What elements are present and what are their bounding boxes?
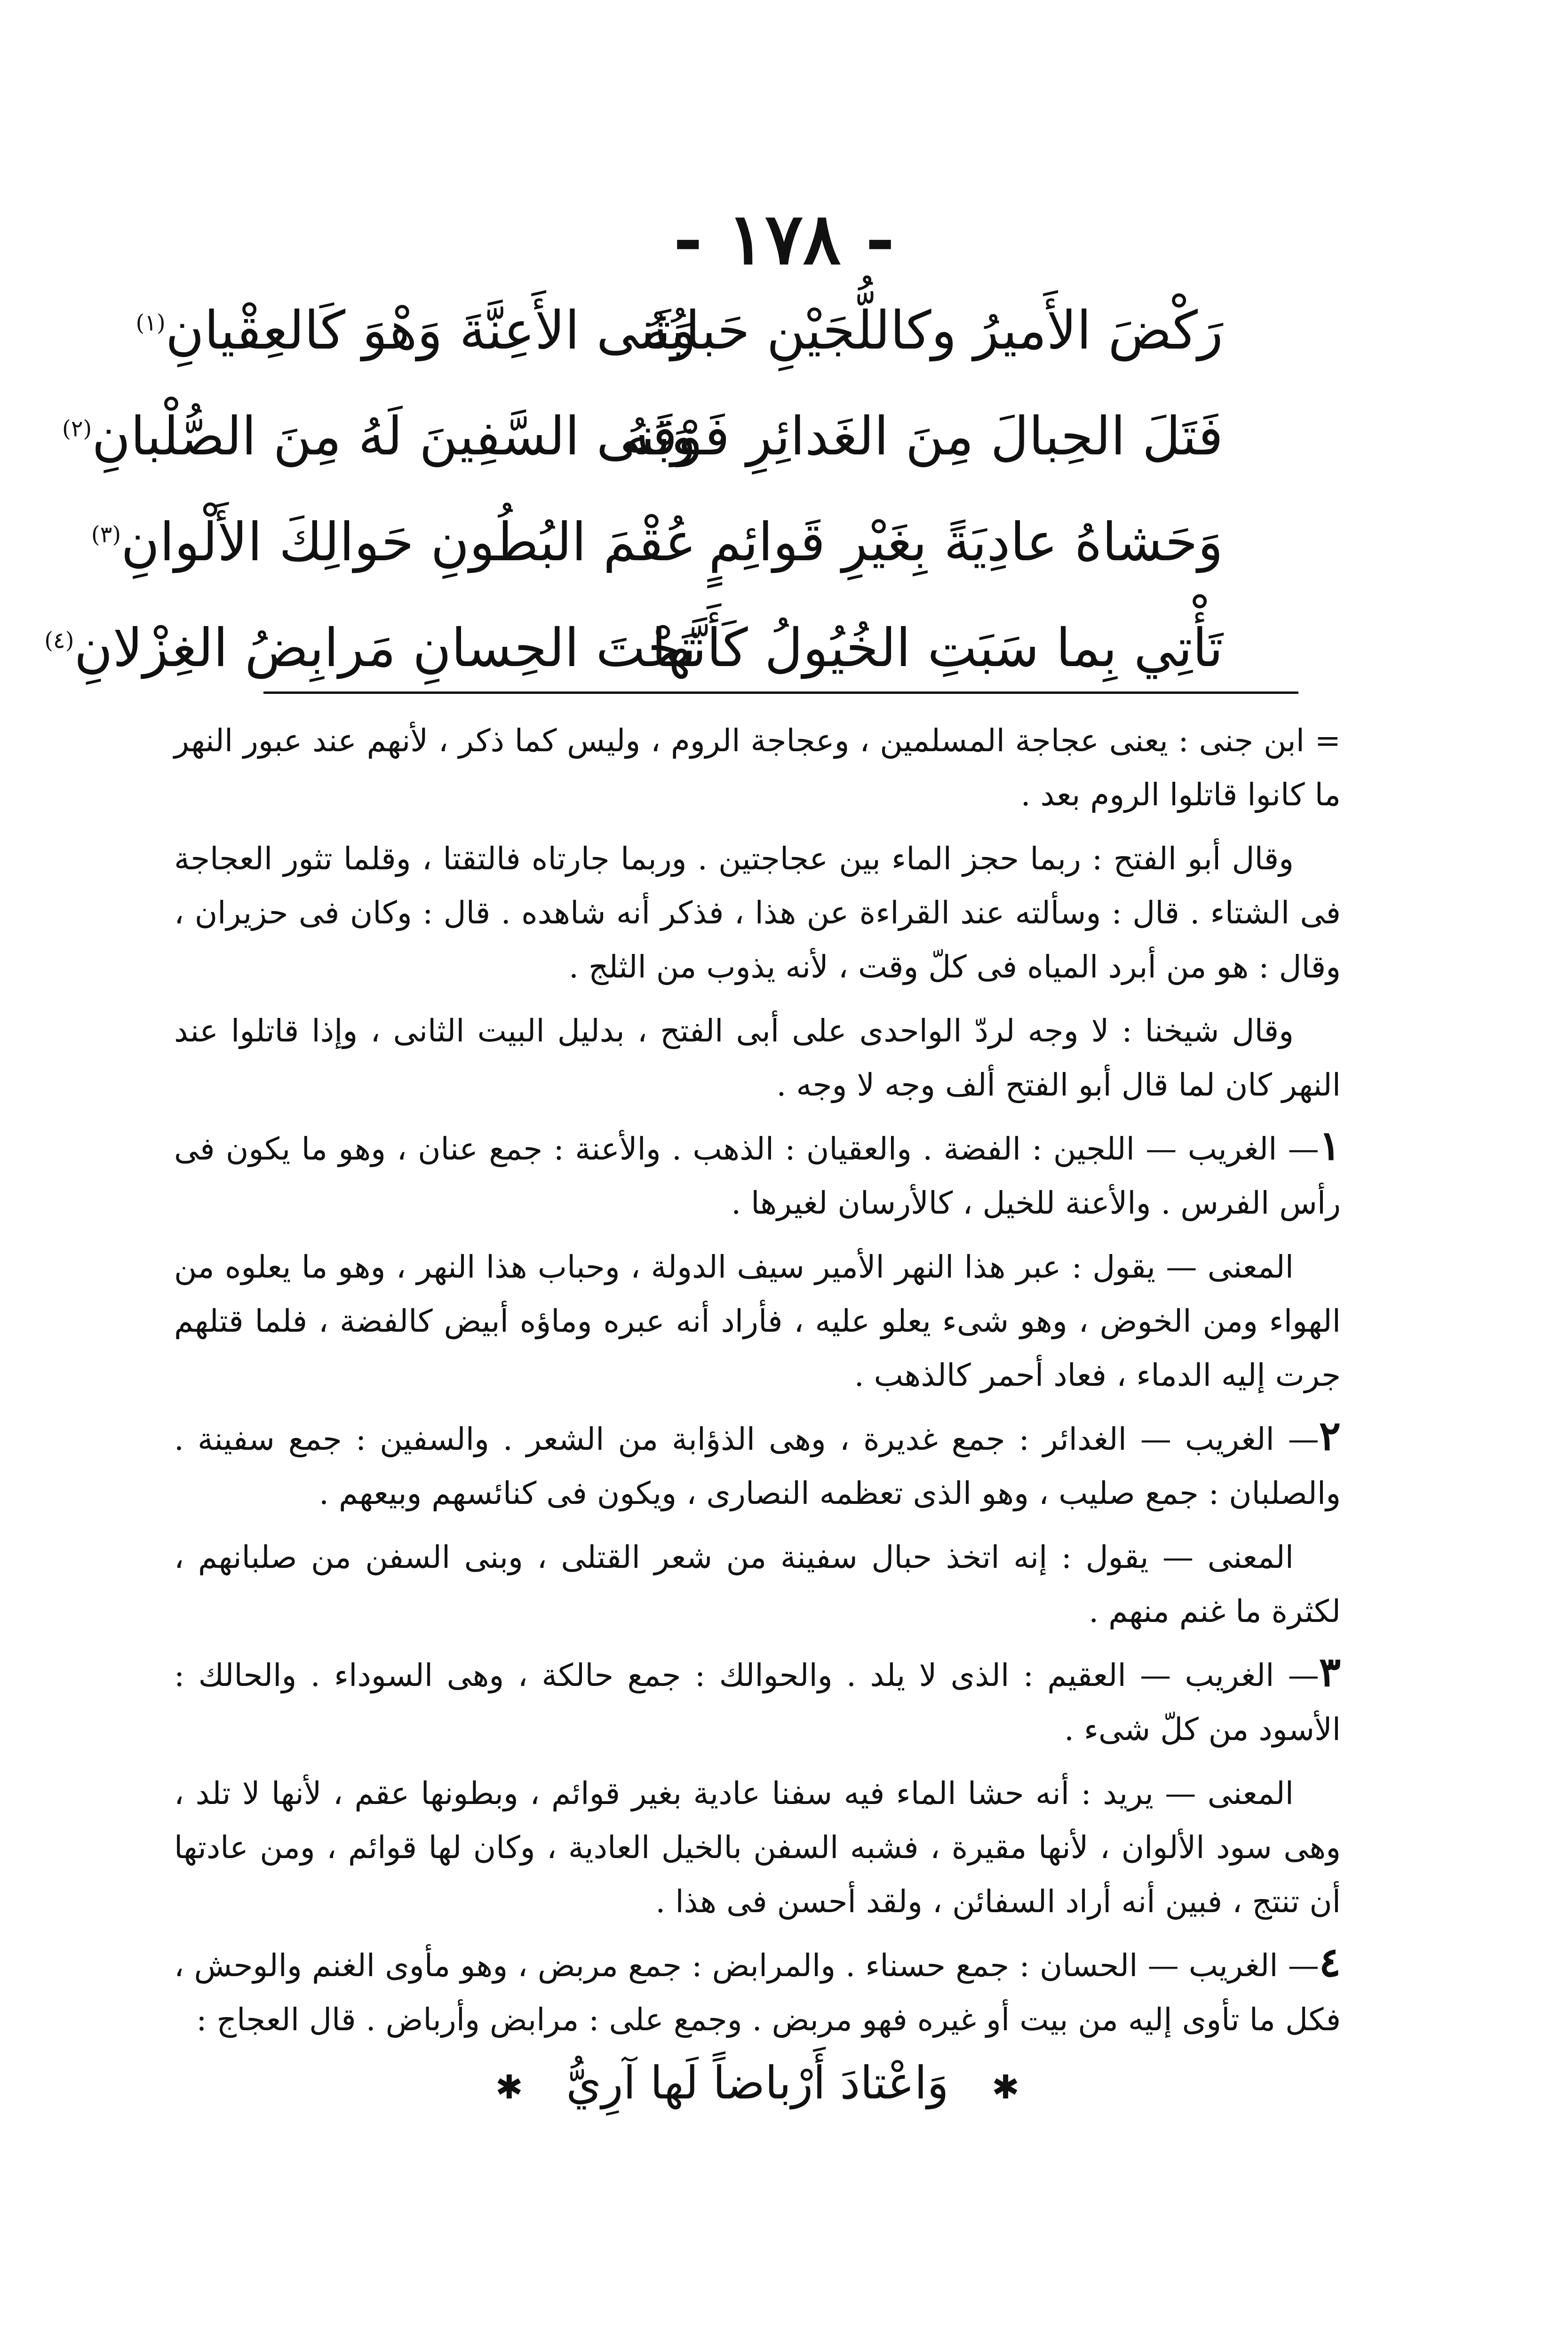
verse-text: وَثَنى الأَعِنَّةَ وَهْوَ كَالعِقْيانِ xyxy=(165,300,696,361)
commentary-paragraph xyxy=(174,1119,1341,1230)
page-number: - ١٧٨ - xyxy=(673,198,895,280)
verse-text: فَتَلَ الحِبالَ مِنَ الغَدائِرِ فَوْقَهُ xyxy=(624,405,1223,467)
verse-second-hemistich xyxy=(62,405,696,467)
verse-text: تَحْتَ الحِسانِ مَرابِضُ الغِزْلانِ xyxy=(74,617,696,679)
footnote-marker: (٢) xyxy=(62,415,92,442)
paragraph-text: — الغريب — اللجين : الفضة . والعقيان : الذهب . والأعنة : جمع عنان ، وهو ما يكون فى رأس الفرس . والأعنة للخيل ، كالأرسان لغيرها . xyxy=(174,1131,1341,1221)
commentary xyxy=(174,710,1341,2114)
note-number: ١ xyxy=(1319,1122,1341,1169)
note-number: ٤ xyxy=(1319,1939,1341,1986)
paragraph-text: — الغريب — العقيم : الذى لا يلد . والحوالك : جمع حالكة ، وهى السوداء . والحالك : الأسود من كلّ شىء . xyxy=(174,1657,1341,1748)
paragraph-text: = ابن جنى : يعنى عجاجة المسلمين ، وعجاجة الروم ، وليس كما ذكر ، لأنهم عند عبور النهر ما كانوا قاتلوا الروم بعد . xyxy=(174,723,1341,813)
commentary-paragraph xyxy=(174,1645,1341,1756)
verse-second-hemistich xyxy=(44,617,696,679)
verse-second-hemistich xyxy=(135,300,696,361)
star-icon: ✱ xyxy=(495,2068,523,2106)
verse-first-hemistich xyxy=(624,405,1223,467)
commentary-paragraph xyxy=(174,1237,1341,1402)
commentary-paragraph xyxy=(174,1527,1341,1638)
verse-text: وَحَشاهُ عادِيَةً بِغَيْرِ قَوائِمٍ xyxy=(708,511,1223,573)
paragraph-text: المعنى — يريد : أنه حشا الماء فيه سفنا عادية بغير قوائم ، وبطونها عقم ، لأنها لا تلد ، وهى سود الألوان ، لأنها مقيرة ، فشبه السفن بالخيل العادية ، وكان لها قوائم ، ومن عادتها أن تنتج ، فبين أنه أراد السفائن ، ولقد أحسن فى هذا . xyxy=(174,1775,1341,1920)
commentary-paragraph xyxy=(174,1001,1341,1112)
footnote-marker: (١) xyxy=(135,310,166,336)
quoted-verse xyxy=(174,2056,1341,2114)
commentary-paragraph xyxy=(174,1763,1341,1929)
commentary-paragraph xyxy=(174,1409,1341,1520)
paragraph-text: — الغريب — الغدائر : جمع غديرة ، وهى الذؤابة من الشعر . والسفين : جمع سفينة . والصلبان : جمع صليب ، وهو الذى تعظمه النصارى ، ويكون فى كنائسهم وبيعهم . xyxy=(174,1421,1341,1511)
commentary-paragraph xyxy=(174,710,1341,822)
footnote-marker: (٣) xyxy=(91,521,121,548)
verse-line xyxy=(135,278,1223,383)
footnote-marker: (٤) xyxy=(44,627,74,654)
paragraph-text: وقال أبو الفتح : ربما حجز الماء بين عجاجتين . وربما جارتاه فالتقتا ، وقلما تثور العجاجة فى الشتاء . قال : وسألته عند القراءة عن هذا ، فذكر أنه شاهده . قال : وكان فى حزيران ، وقال : هو من أبرد المياه فى كلّ وقت ، لأنه يذوب من الثلج . xyxy=(174,841,1341,985)
verse-first-hemistich xyxy=(642,300,1223,361)
footnote-divider xyxy=(263,691,1298,694)
note-number: ٣ xyxy=(1319,1648,1341,1696)
commentary-paragraph xyxy=(174,828,1341,994)
verse-first-hemistich xyxy=(708,511,1223,573)
verse-first-hemistich xyxy=(652,617,1223,679)
quoted-verse-text: وَاعْتادَ أَرْباضاً لَها آرِيُّ xyxy=(566,2057,949,2109)
commentary-paragraph xyxy=(174,1935,1341,2047)
verse-text: وَبَنى السَّفِينَ لَهُ مِنَ الصُّلْبانِ xyxy=(92,405,696,467)
verse-line xyxy=(44,595,1223,701)
paragraph-text: المعنى — يقول : عبر هذا النهر الأمير سيف الدولة ، وحباب هذا النهر ، وهو ما يعلوه من الهواء ومن الخوض ، وهو شىء يعلو عليه ، فأراد أنه عبره وماؤه أبيض كالفضة ، فلما قتلهم جرت إليه الدماء ، فعاد أحمر كالذهب . xyxy=(174,1249,1341,1393)
verse-text: تَأْتِي بِما سَبَتِ الخُيُولُ كَأَنَّها xyxy=(652,617,1223,679)
verse-text: رَكْضَ الأَميرُ وكاللُّجَيْنِ حَبابُهُ xyxy=(642,300,1223,361)
note-number: ٢ xyxy=(1319,1412,1341,1460)
verse-line xyxy=(91,489,1223,595)
star-icon: ✱ xyxy=(992,2068,1019,2106)
verse-second-hemistich xyxy=(91,511,696,573)
verse-line xyxy=(62,383,1223,489)
paragraph-text: المعنى — يقول : إنه اتخذ حبال سفينة من شعر القتلى ، وبنى السفن من صلبانهم ، لكثرة ما غنم منهم . xyxy=(174,1539,1341,1629)
paragraph-text: — الغريب — الحسان : جمع حسناء . والمرابض : جمع مربض ، وهو مأوى الغنم والوحش ، فكل ما تأوى إليه من بيت أو غيره فهو مربض . وجمع على : مرابض وأرباض . قال العجاج : xyxy=(174,1947,1341,2038)
paragraph-text: وقال شيخنا : لا وجه لردّ الواحدى على أبى الفتح ، بدليل البيت الثانى ، وإذا قاتلوا عند النهر كان لما قال أبو الفتح ألف وجه لا وجه . xyxy=(174,1013,1341,1103)
verse-text: عُقْمَ البُطُونِ حَوالِكَ الأَلْوانِ xyxy=(121,511,696,573)
poem-verses xyxy=(44,278,1223,701)
